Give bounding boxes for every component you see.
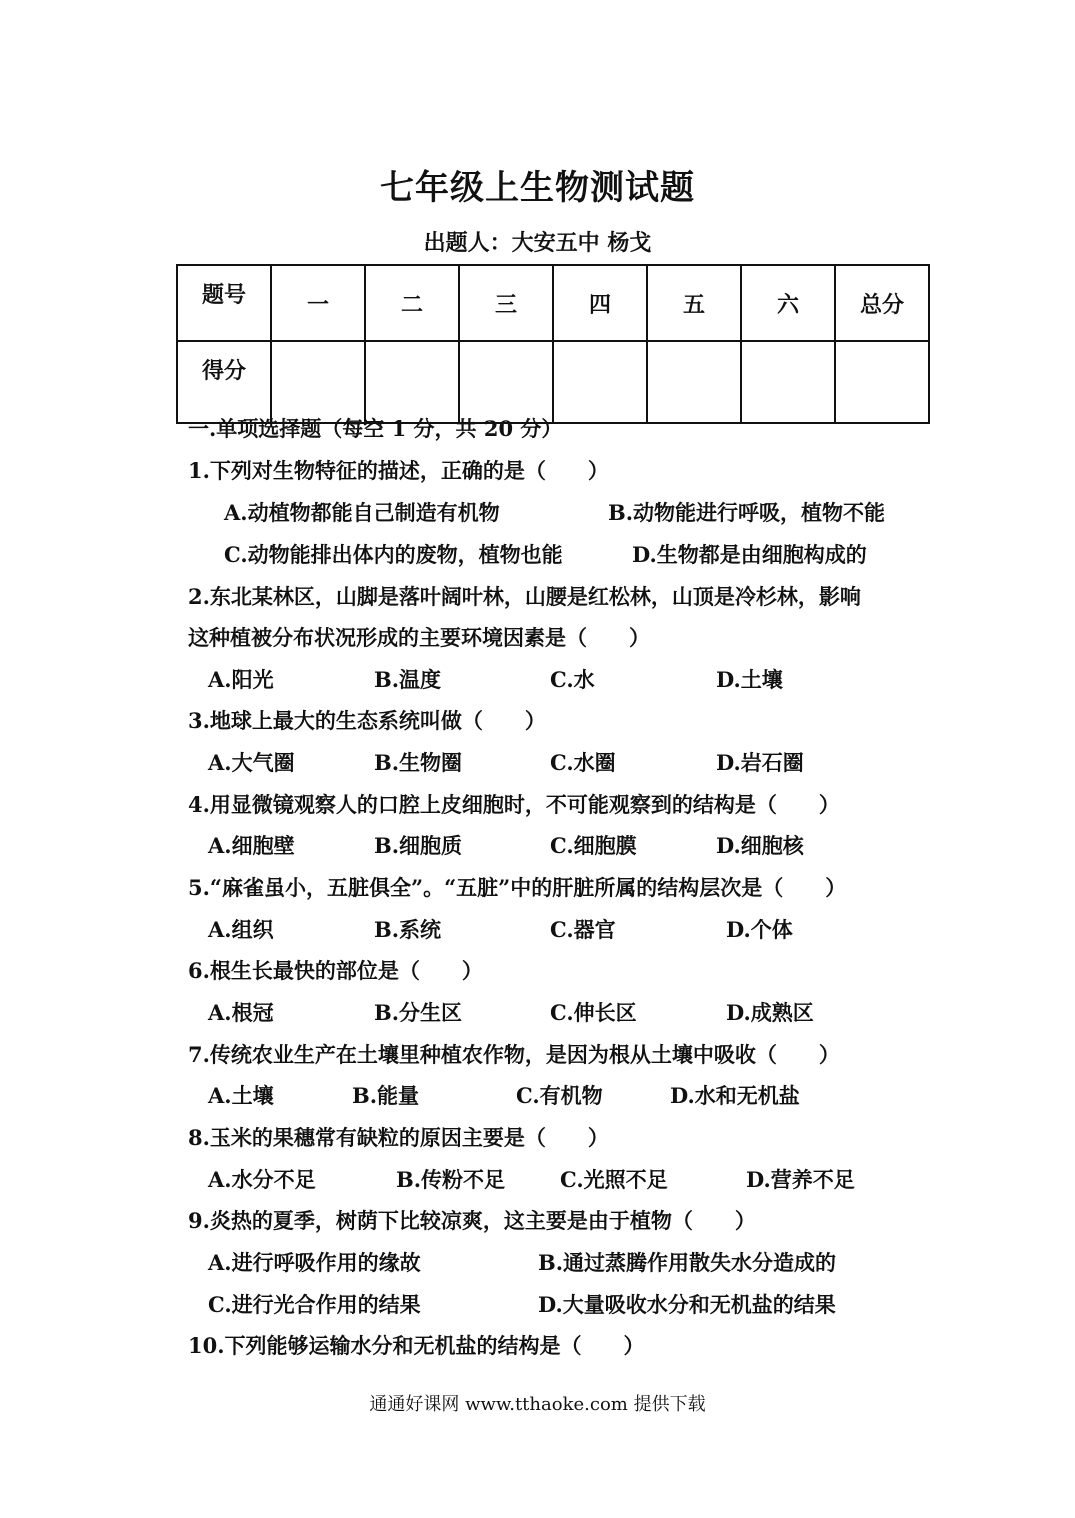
question-1: 1.下列对生物特征的描述，正确的是（ ） [188,458,609,483]
score-cell-empty [647,341,741,423]
score-cell-empty [553,341,647,423]
option-c: C.进行光合作用的结果 [208,1292,421,1317]
option-d: D.大量吸收水分和无机盐的结果 [538,1292,836,1317]
option-a: A.细胞壁 [208,833,295,858]
page-title: 七年级上生物测试题 [380,168,695,208]
option-b: B.系统 [374,917,442,942]
question-2-line1: 2.东北某林区，山脚是落叶阔叶林，山腰是红松林，山顶是冷杉林，影响 [188,584,861,609]
question-7: 7.传统农业生产在土壤里种植农作物，是因为根从土壤中吸收（ ） [188,1042,840,1067]
question-8: 8.玉米的果穗常有缺粒的原因主要是（ ） [188,1125,609,1150]
question-10: 10.下列能够运输水分和无机盐的结构是（ ） [188,1333,645,1358]
option-a: A.进行呼吸作用的缘故 [208,1250,421,1275]
option-d: D.细胞核 [716,833,804,858]
score-cell-empty [365,341,459,423]
option-a: A.阳光 [208,667,274,692]
score-cell-empty [271,341,365,423]
option-d: D.水和无机盐 [670,1083,800,1108]
score-table-cell: 二 [365,265,459,341]
score-table-cell: 题号 [177,265,271,341]
score-cell-empty [459,341,553,423]
question-8-options [0,1165,1075,1195]
option-b: B.能量 [352,1083,420,1108]
score-table-cell: 三 [459,265,553,341]
score-table-cell: 总分 [835,265,929,341]
score-cell-empty [741,341,835,423]
option-c: C.伸长区 [550,1000,637,1025]
question-5: 5.“麻雀虽小，五脏俱全”。“五脏”中的肝脏所属的结构层次是（ ） [188,875,847,900]
question-3-options [0,748,1075,778]
score-table-header-row [177,265,929,341]
option-b: B.分生区 [374,1000,463,1025]
option-b: B.温度 [374,667,442,692]
question-6: 6.根生长最快的部位是（ ） [188,958,483,983]
option-b: B.传粉不足 [396,1167,506,1192]
author-line: 出题人：大安五中 杨戈 [423,230,652,256]
option-c: C.细胞膜 [550,833,637,858]
question-9: 9.炎热的夏季，树荫下比较凉爽，这主要是由于植物（ ） [188,1208,756,1233]
option-d: D.成熟区 [726,1000,814,1025]
option-b: B.通过蒸腾作用散失水分造成的 [538,1250,837,1275]
option-d: D.生物都是由细胞构成的 [632,542,867,567]
option-c: C.光照不足 [560,1167,668,1192]
question-1-options-row2 [0,540,1075,570]
option-c: C.有机物 [516,1083,603,1108]
option-c: C.器官 [550,917,616,942]
option-a: A.土壤 [208,1083,274,1108]
option-d: D.个体 [726,917,793,942]
option-d: D.营养不足 [746,1167,855,1192]
question-3: 3.地球上最大的生态系统叫做（ ） [188,708,546,733]
question-1-options-row1 [0,498,1075,528]
question-4-options [0,831,1075,861]
option-c: C.水 [550,667,595,692]
option-d: D.岩石圈 [716,750,804,775]
question-6-options [0,998,1075,1028]
score-table-cell: 四 [553,265,647,341]
option-c: C.水圈 [550,750,616,775]
option-a: A.根冠 [208,1000,274,1025]
option-a: A.大气圈 [208,750,295,775]
question-4: 4.用显微镜观察人的口腔上皮细胞时，不可能观察到的结构是（ ） [188,792,840,817]
option-c: C.动物能排出体内的废物，植物也能 [224,542,563,567]
option-b: B.生物圈 [374,750,463,775]
option-d: D.土壤 [716,667,783,692]
question-9-options-row1 [0,1248,1075,1278]
score-table [176,264,930,424]
score-table-cell: 六 [741,265,835,341]
score-table-score-row [177,341,929,423]
footer-source: 通通好课网 www.tthaoke.com 提供下载 [369,1394,706,1415]
option-b: B.细胞质 [374,833,463,858]
score-table-cell: 一 [271,265,365,341]
question-2-line2: 这种植被分布状况形成的主要环境因素是（ ） [188,625,650,650]
option-b: B.动物能进行呼吸，植物不能 [608,500,886,525]
question-2-options [0,665,1075,695]
score-table-cell: 五 [647,265,741,341]
score-table-row-label: 得分 [177,341,271,423]
section-heading: 一.单项选择题（每空 1 分，共 20 分） [188,416,563,441]
question-7-options [0,1081,1075,1111]
option-a: A.组织 [208,917,274,942]
question-5-options [0,915,1075,945]
score-cell-empty [835,341,929,423]
option-a: A.水分不足 [208,1167,316,1192]
option-a: A.动植物都能自己制造有机物 [224,500,500,525]
question-9-options-row2 [0,1290,1075,1320]
